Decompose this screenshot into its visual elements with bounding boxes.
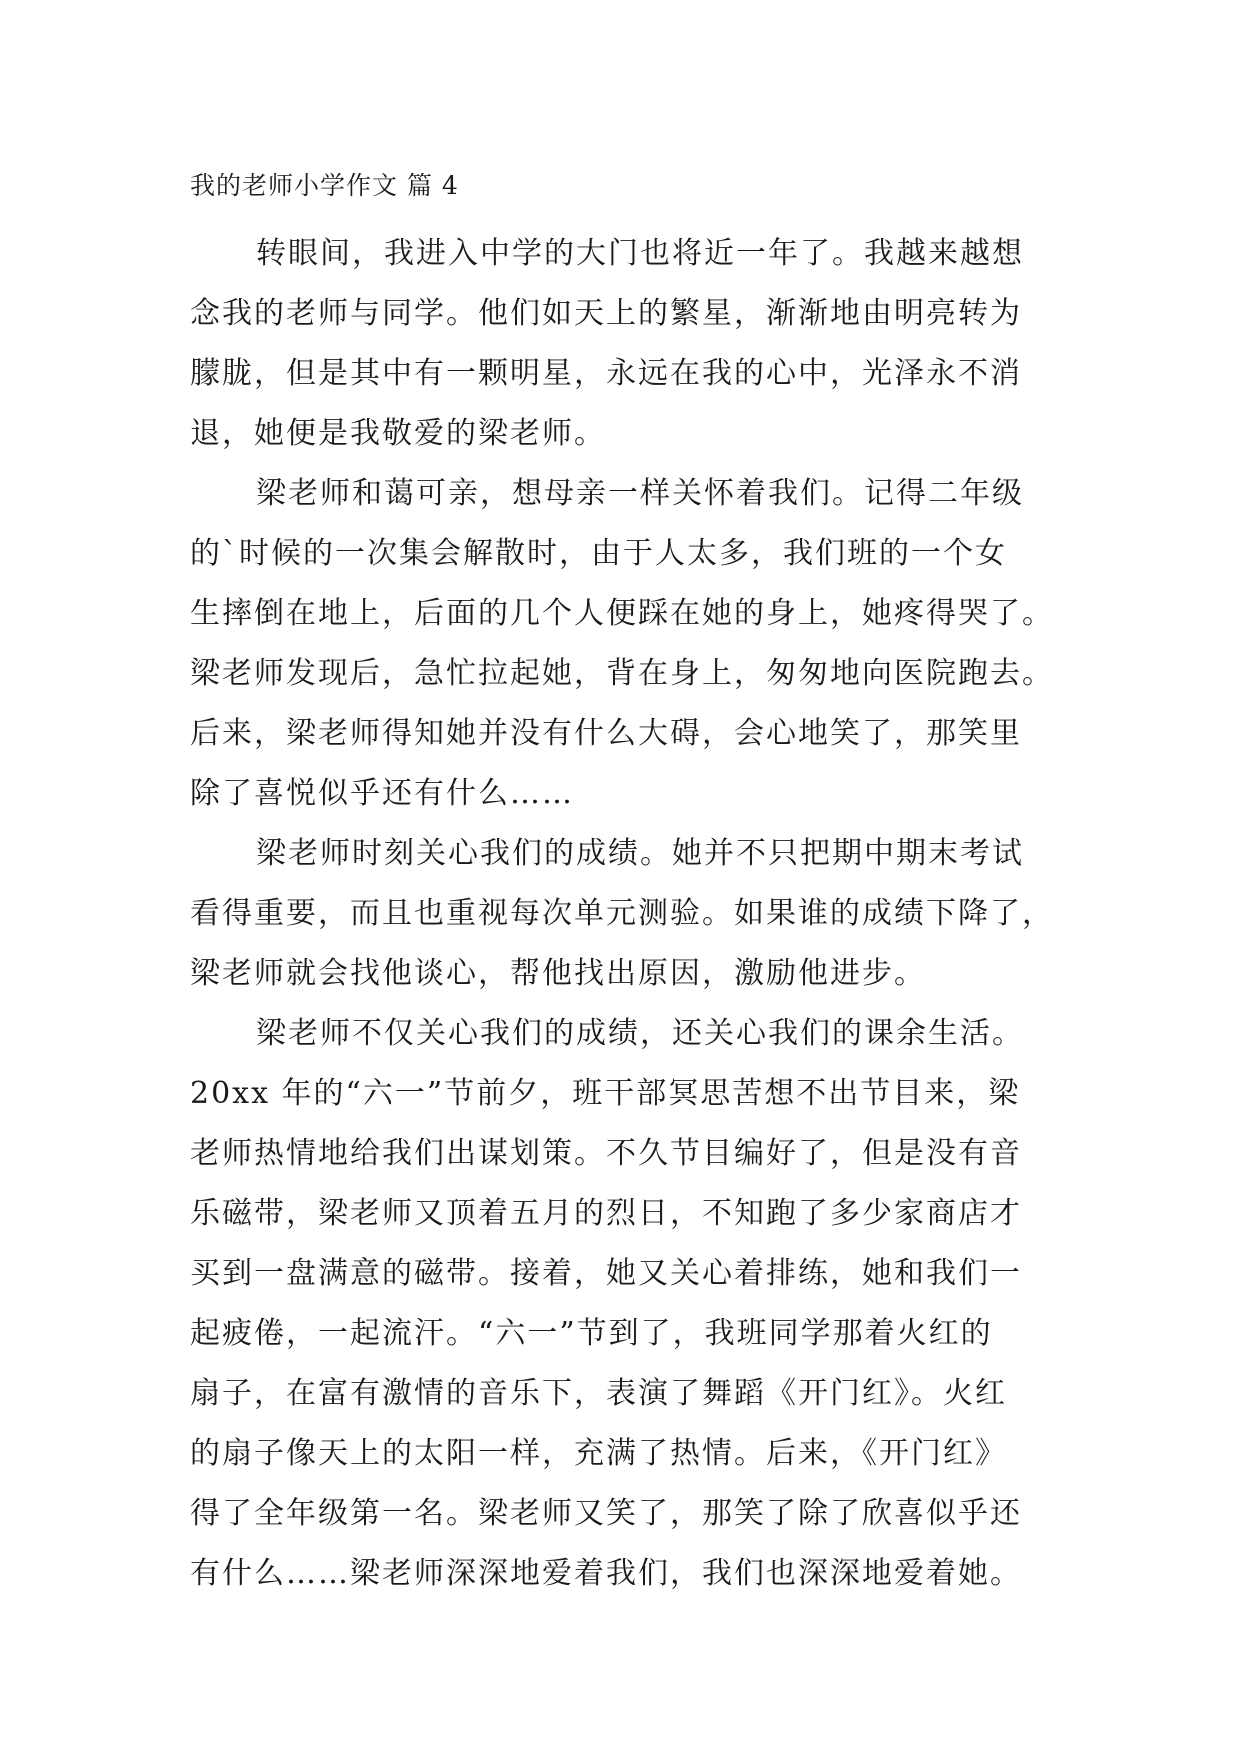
paragraph-2-line-4: 梁老师发现后，急忙拉起她，背在身上，匆匆地向医院跑去。: [190, 656, 1054, 691]
paragraph-4-line-5: 买到一盘满意的磁带。接着，她又关心着排练，她和我们一: [190, 1256, 1022, 1291]
paragraph-2-line-5: 后来，梁老师得知她并没有什么大碍，会心地笑了，那笑里: [190, 716, 1022, 751]
document-title: 我的老师小学作文 篇 4: [190, 171, 459, 200]
paragraph-3-line-3: 梁老师就会找他谈心，帮他找出原因，激励他进步。: [190, 956, 926, 991]
paragraph-2-line-2: 的`时候的一次集会解散时，由于人太多，我们班的一个女: [190, 536, 1007, 571]
paragraph-3-line-1: 梁老师时刻关心我们的成绩。她并不只把期中期末考试: [256, 836, 1024, 871]
paragraph-4-line-6: 起疲倦，一起流汗。“六一”节到了，我班同学那着火红的: [190, 1316, 993, 1351]
paragraph-4-line-10: 有什么……梁老师深深地爱着我们，我们也深深地爱着她。: [190, 1556, 1022, 1591]
paragraph-4-line-4: 乐磁带，梁老师又顶着五月的烈日，不知跑了多少家商店才: [190, 1196, 1022, 1231]
paragraph-4-line-7: 扇子，在富有激情的音乐下，表演了舞蹈《开门红》。火红: [190, 1376, 1007, 1411]
paragraph-4-line-1: 梁老师不仅关心我们的成绩，还关心我们的课余生活。: [256, 1016, 1024, 1051]
document-body: [190, 224, 1070, 1604]
paragraph-4-line-8: 的扇子像天上的太阳一样，充满了热情。后来，《开门红》: [190, 1436, 1007, 1471]
paragraph-2-line-1: 梁老师和蔼可亲，想母亲一样关怀着我们。记得二年级: [256, 476, 1024, 511]
paragraph-1-line-4: 退，她便是我敬爱的梁老师。: [190, 416, 606, 451]
paragraph-2-line-6: 除了喜悦似乎还有什么……: [190, 776, 574, 811]
paragraph-1-line-1: 转眼间，我进入中学的大门也将近一年了。我越来越想: [256, 236, 1024, 271]
paragraph-2-line-3: 生摔倒在地上，后面的几个人便踩在她的身上，她疼得哭了。: [190, 596, 1054, 631]
paragraph-3-line-2: 看得重要，而且也重视每次单元测验。如果谁的成绩下降了，: [190, 896, 1054, 931]
paragraph-4-line-3: 老师热情地给我们出谋划策。不久节目编好了，但是没有音: [190, 1136, 1022, 1171]
paragraph-4-line-9: 得了全年级第一名。梁老师又笑了，那笑了除了欣喜似乎还: [190, 1496, 1022, 1531]
paragraph-1-line-2: 念我的老师与同学。他们如天上的繁星，渐渐地由明亮转为: [190, 296, 1022, 331]
paragraph-1-line-3: 朦胧，但是其中有一颗明星，永远在我的心中，光泽永不消: [190, 356, 1022, 391]
paragraph-4-line-2: 20xx 年的“六一”节前夕，班干部冥思苦想不出节目来，梁: [190, 1076, 1021, 1111]
